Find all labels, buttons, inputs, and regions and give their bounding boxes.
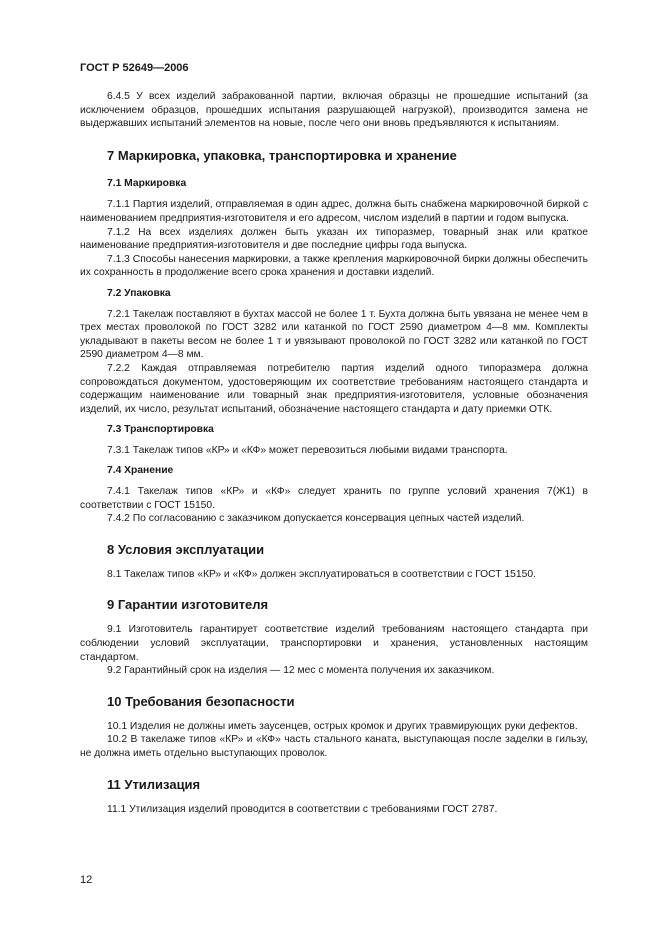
paragraph-7-1-3: 7.1.3 Способы нанесения маркировки, а также крепления маркировочной бирки должны обеспечить их сохранность в продолжение всего срока хранения и доставки изделий.	[80, 253, 588, 279]
document-header-id: ГОСТ Р 52649—2006	[80, 62, 189, 74]
paragraph-8-1: 8.1 Такелаж типов «КР» и «КФ» должен эксплуатироваться в соответствии с ГОСТ 15150.	[107, 568, 536, 580]
paragraph-9-2: 9.2 Гарантийный срок на изделия — 12 мес с момента получения их заказчиком.	[107, 665, 495, 677]
subsection-7-3-heading: 7.3 Транспортировка	[107, 424, 214, 436]
paragraph-7-2-1: 7.2.1 Такелаж поставляют в бухтах массой не более 1 т. Бухта должна быть увязана не менее чем в трех местах проволокой по ГОСТ 3282 или катанкой по ГОСТ 2590 диаметром 4—8 мм. Комплекты укладывают в пакеты весом не более 1 т и увязывают проволокой по ГОСТ 3282 или катанкой по ГОСТ 2590 диаметром 4—8 мм.	[80, 308, 588, 361]
paragraph-9-1: 9.1 Изготовитель гарантирует соответствие изделий требованиям настоящего стандарта при соблюдении условий эксплуатации, транспортировки и хранения, установленных настоящим стандартом.	[80, 624, 588, 663]
paragraph-7-3-1: 7.3.1 Такелаж типов «КР» и «КФ» может перевозиться любыми видами транспорта.	[107, 444, 508, 456]
subsection-7-2-heading: 7.2 Упаковка	[107, 287, 171, 299]
page-number: 12	[80, 874, 93, 886]
subsection-7-4-heading: 7.4 Хранение	[107, 465, 174, 477]
section-11-heading: 11 Утилизация	[107, 776, 201, 792]
paragraph-7-2-2: 7.2.2 Каждая отправляемая потребителю партия изделий одного типоразмера должна сопровождаться документом, удостоверяющим их соответствие требованиям настоящего стандарта и содержащим наименование или товарный знак предприятия-изготовителя, условные обозначения изделий, их число, результат испытаний, обозначение настоящего стандарта и дату приемки ОТК.	[80, 362, 588, 415]
paragraph-11-1: 11.1 Утилизация изделий проводится в соответствии с требованиями ГОСТ 2787.	[107, 803, 498, 815]
paragraph-10-1: 10.1 Изделия не должны иметь заусенцев, острых кромок и других травмирующих руки дефектов.	[107, 720, 578, 732]
document-body	[80, 90, 588, 816]
section-10-heading: 10 Требования безопасности	[107, 693, 295, 709]
paragraph-7-4-1: 7.4.1 Такелаж типов «КР» и «КФ» следует хранить по группе условий хранения 7(Ж1) в соответствии с ГОСТ 15150.	[80, 486, 588, 511]
section-8-heading: 8 Условия эксплуатации	[107, 541, 265, 557]
paragraph-10-2: 10.2 В такелаже типов «КР» и «КФ» часть стального каната, выступающая после заделки в гильзу, не должна иметь отдельно выступающих проволок.	[80, 734, 588, 759]
paragraph-6-4-5: 6.4.5 У всех изделий забракованной партии, включая образцы не прошедшие испытаний (за исключением образцов, прошедших испытания разрушающей нагрузкой), производится замена не выдержавших испытаний элементов на новые, после чего они вновь предъявляются к испытаниям.	[80, 91, 588, 130]
paragraph-7-1-1: 7.1.1 Партия изделий, отправляемая в один адрес, должна быть снабжена маркировочной биркой с наименованием предприятия-изготовителя и его адресом, числом изделий в партии и годом выпуска.	[80, 199, 588, 224]
paragraph-7-1-2: 7.1.2 На всех изделиях должен быть указан их типоразмер, товарный знак или краткое наименование предприятия-изготовителя и две последние цифры года выпуска.	[80, 226, 588, 252]
section-7-heading: 7 Маркировка, упаковка, транспортировка и хранение	[107, 147, 457, 163]
paragraph-7-4-2: 7.4.2 По согласованию с заказчиком допускается консервация цепных частей изделий.	[107, 513, 525, 525]
section-9-heading: 9 Гарантии изготовителя	[107, 597, 269, 613]
subsection-7-1-heading: 7.1 Маркировка	[107, 177, 187, 189]
